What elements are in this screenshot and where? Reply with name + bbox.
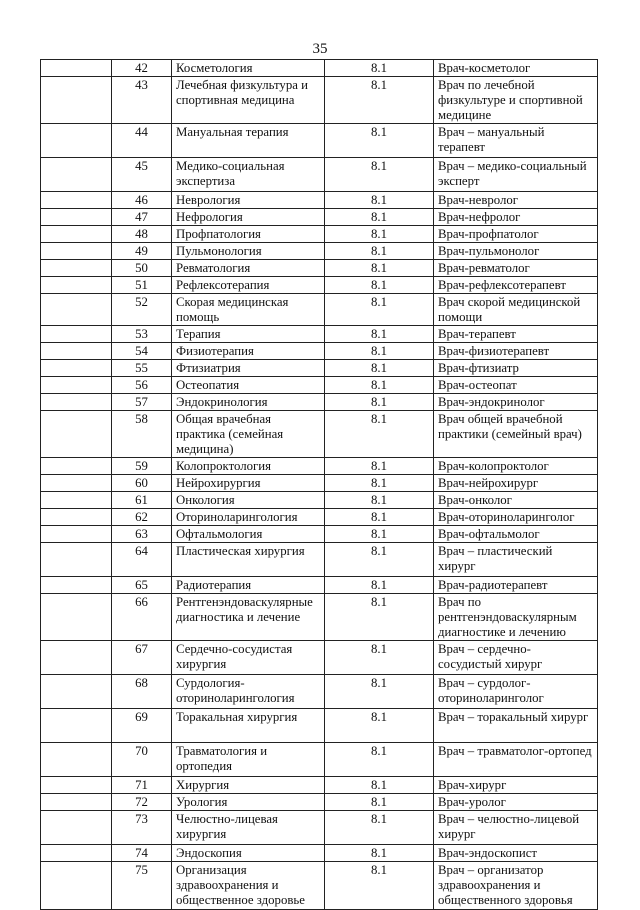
- row-number: 62: [112, 509, 172, 526]
- qualification-code: 8.1: [325, 492, 434, 509]
- position-title: Врач-колопроктолог: [434, 458, 598, 475]
- specialty-name: Колопроктология: [172, 458, 325, 475]
- qualification-code: 8.1: [325, 675, 434, 709]
- row-number: 45: [112, 158, 172, 192]
- qualification-code: 8.1: [325, 360, 434, 377]
- specialty-name: Радиотерапия: [172, 577, 325, 594]
- table-row: [41, 811, 598, 845]
- qualification-code: 8.1: [325, 377, 434, 394]
- table-row: [41, 343, 598, 360]
- qualification-code: 8.1: [325, 343, 434, 360]
- specialty-name: Медико-социальная экспертиза: [172, 158, 325, 192]
- specialty-name: Фтизиатрия: [172, 360, 325, 377]
- table-row: [41, 394, 598, 411]
- position-title: Врач – мануальный терапевт: [434, 124, 598, 158]
- position-title: Врач – сурдолог-оториноларинголог: [434, 675, 598, 709]
- table-row: [41, 743, 598, 777]
- specialty-name: Торакальная хирургия: [172, 709, 325, 743]
- specialty-name: Мануальная терапия: [172, 124, 325, 158]
- row-number: 58: [112, 411, 172, 458]
- table-row: [41, 411, 598, 458]
- blank-cell: [41, 543, 112, 577]
- table-row: [41, 794, 598, 811]
- position-title: Врач-эндокринолог: [434, 394, 598, 411]
- specialty-name: Нефрология: [172, 209, 325, 226]
- qualification-code: 8.1: [325, 594, 434, 641]
- table-row: [41, 543, 598, 577]
- specialty-name: Хирургия: [172, 777, 325, 794]
- specialty-name: Эндокринология: [172, 394, 325, 411]
- qualification-code: 8.1: [325, 60, 434, 77]
- position-title: Врач-физиотерапевт: [434, 343, 598, 360]
- specialty-name: Профпатология: [172, 226, 325, 243]
- specialty-name: Терапия: [172, 326, 325, 343]
- blank-cell: [41, 277, 112, 294]
- blank-cell: [41, 158, 112, 192]
- qualification-code: 8.1: [325, 743, 434, 777]
- row-number: 68: [112, 675, 172, 709]
- specialty-name: Урология: [172, 794, 325, 811]
- qualification-code: 8.1: [325, 209, 434, 226]
- table-row: [41, 475, 598, 492]
- position-title: Врач-хирург: [434, 777, 598, 794]
- qualification-code: 8.1: [325, 77, 434, 124]
- row-number: 63: [112, 526, 172, 543]
- qualification-code: 8.1: [325, 124, 434, 158]
- blank-cell: [41, 343, 112, 360]
- blank-cell: [41, 458, 112, 475]
- table-row: [41, 192, 598, 209]
- specialty-name: Неврология: [172, 192, 325, 209]
- row-number: 72: [112, 794, 172, 811]
- table-row: [41, 226, 598, 243]
- blank-cell: [41, 709, 112, 743]
- blank-cell: [41, 294, 112, 326]
- row-number: 46: [112, 192, 172, 209]
- specialty-name: Сурдология-оториноларингология: [172, 675, 325, 709]
- blank-cell: [41, 243, 112, 260]
- position-title: Врач-нейрохирург: [434, 475, 598, 492]
- specialty-name: Скорая медицинская помощь: [172, 294, 325, 326]
- specialty-name: Нейрохирургия: [172, 475, 325, 492]
- specialty-name: Сердечно-сосудистая хирургия: [172, 641, 325, 675]
- specialty-name: Рентгенэндоваскулярные диагностика и лечение: [172, 594, 325, 641]
- qualification-code: 8.1: [325, 243, 434, 260]
- row-number: 50: [112, 260, 172, 277]
- qualification-code: 8.1: [325, 777, 434, 794]
- row-number: 43: [112, 77, 172, 124]
- blank-cell: [41, 411, 112, 458]
- specialty-table: [40, 59, 598, 910]
- qualification-code: 8.1: [325, 526, 434, 543]
- position-title: Врач-фтизиатр: [434, 360, 598, 377]
- qualification-code: 8.1: [325, 277, 434, 294]
- position-title: Врач – медико-социальный эксперт: [434, 158, 598, 192]
- table-row: [41, 77, 598, 124]
- row-number: 65: [112, 577, 172, 594]
- position-title: Врач скорой медицинской помощи: [434, 294, 598, 326]
- position-title: Врач-невролог: [434, 192, 598, 209]
- blank-cell: [41, 192, 112, 209]
- qualification-code: 8.1: [325, 458, 434, 475]
- blank-cell: [41, 509, 112, 526]
- row-number: 53: [112, 326, 172, 343]
- row-number: 74: [112, 845, 172, 862]
- blank-cell: [41, 492, 112, 509]
- blank-cell: [41, 641, 112, 675]
- specialty-name: Офтальмология: [172, 526, 325, 543]
- table-row: [41, 709, 598, 743]
- row-number: 57: [112, 394, 172, 411]
- table-row: [41, 243, 598, 260]
- blank-cell: [41, 209, 112, 226]
- position-title: Врач-уролог: [434, 794, 598, 811]
- qualification-code: 8.1: [325, 709, 434, 743]
- specialty-name: Остеопатия: [172, 377, 325, 394]
- table-row: [41, 492, 598, 509]
- specialty-name: Травматология и ортопедия: [172, 743, 325, 777]
- specialty-name: Косметология: [172, 60, 325, 77]
- position-title: Врач-ревматолог: [434, 260, 598, 277]
- row-number: 55: [112, 360, 172, 377]
- row-number: 75: [112, 862, 172, 910]
- position-title: Врач по рентгенэндоваскулярным диагностике и лечению: [434, 594, 598, 641]
- blank-cell: [41, 675, 112, 709]
- qualification-code: 8.1: [325, 326, 434, 343]
- position-title: Врач – челюстно-лицевой хирург: [434, 811, 598, 845]
- row-number: 73: [112, 811, 172, 845]
- blank-cell: [41, 862, 112, 910]
- table-row: [41, 862, 598, 910]
- row-number: 67: [112, 641, 172, 675]
- position-title: Врач-терапевт: [434, 326, 598, 343]
- position-title: Врач общей врачебной практики (семейный врач): [434, 411, 598, 458]
- blank-cell: [41, 360, 112, 377]
- qualification-code: 8.1: [325, 226, 434, 243]
- row-number: 48: [112, 226, 172, 243]
- row-number: 42: [112, 60, 172, 77]
- blank-cell: [41, 260, 112, 277]
- row-number: 64: [112, 543, 172, 577]
- blank-cell: [41, 226, 112, 243]
- table-row: [41, 294, 598, 326]
- row-number: 61: [112, 492, 172, 509]
- position-title: Врач – травматолог-ортопед: [434, 743, 598, 777]
- qualification-code: 8.1: [325, 411, 434, 458]
- table-row: [41, 260, 598, 277]
- position-title: Врач – организатор здравоохранения и общественного здоровья: [434, 862, 598, 910]
- position-title: Врач-нефролог: [434, 209, 598, 226]
- specialty-name: Ревматология: [172, 260, 325, 277]
- row-number: 71: [112, 777, 172, 794]
- specialty-name: Лечебная физкультура и спортивная медицина: [172, 77, 325, 124]
- position-title: Врач-офтальмолог: [434, 526, 598, 543]
- qualification-code: 8.1: [325, 260, 434, 277]
- blank-cell: [41, 794, 112, 811]
- qualification-code: 8.1: [325, 192, 434, 209]
- row-number: 66: [112, 594, 172, 641]
- row-number: 56: [112, 377, 172, 394]
- specialty-name: Рефлексотерапия: [172, 277, 325, 294]
- specialty-name: Онкология: [172, 492, 325, 509]
- specialty-name: Оториноларингология: [172, 509, 325, 526]
- qualification-code: 8.1: [325, 641, 434, 675]
- specialty-name: Физиотерапия: [172, 343, 325, 360]
- position-title: Врач-рефлексотерапевт: [434, 277, 598, 294]
- page-number: 35: [312, 41, 328, 57]
- row-number: 47: [112, 209, 172, 226]
- qualification-code: 8.1: [325, 811, 434, 845]
- position-title: Врач-косметолог: [434, 60, 598, 77]
- table-row: [41, 277, 598, 294]
- blank-cell: [41, 60, 112, 77]
- specialty-name: Пульмонология: [172, 243, 325, 260]
- blank-cell: [41, 743, 112, 777]
- position-title: Врач-оториноларинголог: [434, 509, 598, 526]
- qualification-code: 8.1: [325, 845, 434, 862]
- qualification-code: 8.1: [325, 862, 434, 910]
- table-row: [41, 209, 598, 226]
- position-title: Врач-радиотерапевт: [434, 577, 598, 594]
- table-row: [41, 158, 598, 192]
- blank-cell: [41, 475, 112, 492]
- row-number: 59: [112, 458, 172, 475]
- table-row: [41, 60, 598, 77]
- table-row: [41, 326, 598, 343]
- blank-cell: [41, 526, 112, 543]
- qualification-code: 8.1: [325, 509, 434, 526]
- blank-cell: [41, 594, 112, 641]
- position-title: Врач-онколог: [434, 492, 598, 509]
- qualification-code: 8.1: [325, 394, 434, 411]
- table-row: [41, 777, 598, 794]
- blank-cell: [41, 377, 112, 394]
- table-row: [41, 509, 598, 526]
- blank-cell: [41, 777, 112, 794]
- row-number: 54: [112, 343, 172, 360]
- table-row: [41, 458, 598, 475]
- blank-cell: [41, 394, 112, 411]
- position-title: Врач по лечебной физкультуре и спортивной медицине: [434, 77, 598, 124]
- table-row: [41, 845, 598, 862]
- position-title: Врач-эндоскопист: [434, 845, 598, 862]
- table-row: [41, 124, 598, 158]
- blank-cell: [41, 124, 112, 158]
- row-number: 52: [112, 294, 172, 326]
- specialty-name: Челюстно-лицевая хирургия: [172, 811, 325, 845]
- specialty-name: Пластическая хирургия: [172, 543, 325, 577]
- blank-cell: [41, 811, 112, 845]
- position-title: Врач-остеопат: [434, 377, 598, 394]
- qualification-code: 8.1: [325, 475, 434, 492]
- blank-cell: [41, 77, 112, 124]
- qualification-code: 8.1: [325, 543, 434, 577]
- blank-cell: [41, 577, 112, 594]
- table-row: [41, 594, 598, 641]
- qualification-code: 8.1: [325, 794, 434, 811]
- row-number: 60: [112, 475, 172, 492]
- row-number: 51: [112, 277, 172, 294]
- row-number: 44: [112, 124, 172, 158]
- row-number: 70: [112, 743, 172, 777]
- table-row: [41, 526, 598, 543]
- qualification-code: 8.1: [325, 158, 434, 192]
- specialty-name: Эндоскопия: [172, 845, 325, 862]
- position-title: Врач – сердечно-сосудистый хирург: [434, 641, 598, 675]
- table-row: [41, 577, 598, 594]
- table-row: [41, 377, 598, 394]
- specialty-name: Общая врачебная практика (семейная медицина): [172, 411, 325, 458]
- qualification-code: 8.1: [325, 294, 434, 326]
- table-body: [41, 60, 598, 910]
- table-row: [41, 641, 598, 675]
- table-row: [41, 675, 598, 709]
- row-number: 69: [112, 709, 172, 743]
- blank-cell: [41, 845, 112, 862]
- position-title: Врач-профпатолог: [434, 226, 598, 243]
- position-title: Врач-пульмонолог: [434, 243, 598, 260]
- table-row: [41, 360, 598, 377]
- qualification-code: 8.1: [325, 577, 434, 594]
- specialty-name: Организация здравоохранения и общественное здоровье: [172, 862, 325, 910]
- position-title: Врач – торакальный хирург: [434, 709, 598, 743]
- position-title: Врач – пластический хирург: [434, 543, 598, 577]
- row-number: 49: [112, 243, 172, 260]
- blank-cell: [41, 326, 112, 343]
